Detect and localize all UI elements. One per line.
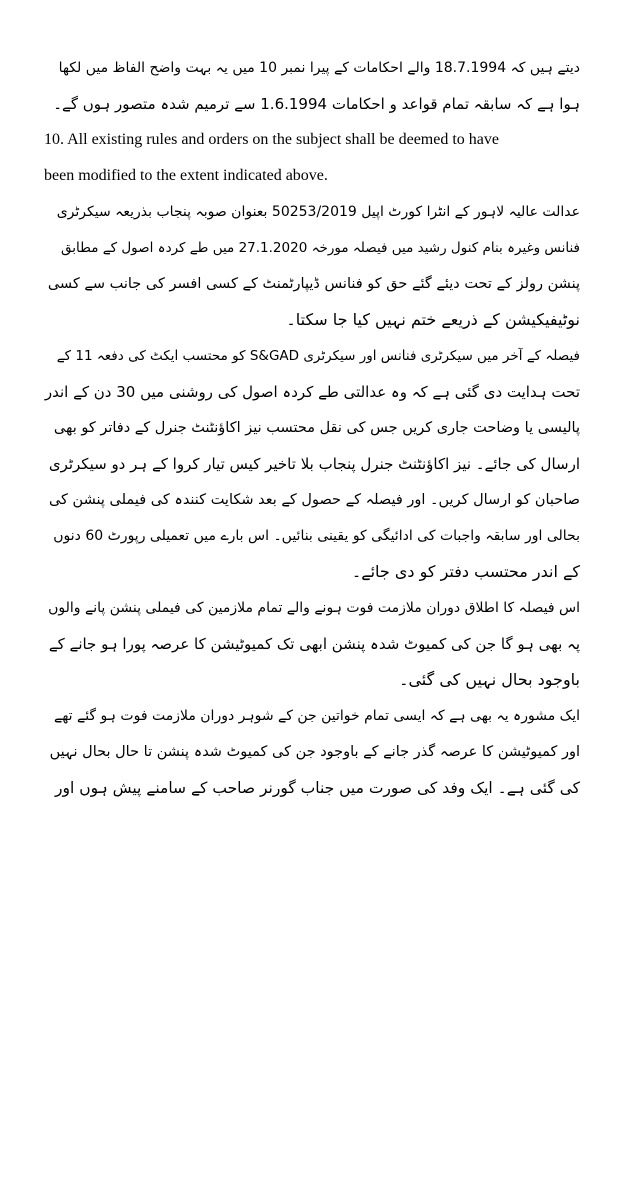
text-line: نوٹیفیکیشن کے ذریعے ختم نہیں کیا جا سکتا۔ [286, 310, 580, 329]
text-line: اس فیصلہ کا اطلاق دوران ملازمت فوت ہونے والے تمام ملازمین کی فیملی پنشن پانے والوں [48, 600, 580, 616]
paragraph-3 [44, 338, 580, 590]
text-line: تحت ہدایت دی گئی ہے کہ وہ عدالتی طے کردہ اصول کی روشنی میں 30 دن کے اندر [44, 383, 580, 401]
text-line: فیصلہ کے آخر میں سیکرٹری فنانس اور سیکرٹری S&GAD کو محتسب ایکٹ کی دفعہ 11 کے [56, 348, 580, 364]
text-line: عدالت عالیہ لاہور کے انٹرا کورٹ اپیل 50253/2019 بعنوان صوبہ پنجاب بذریعہ سیکرٹری [56, 204, 580, 220]
text-line: ہوا ہے کہ سابقہ تمام قواعد و احکامات 1.6.1994 سے ترمیم شدہ متصور ہوں گے۔ [53, 95, 580, 113]
text-line: صاحبان کو ارسال کریں۔ اور فیصلہ کے حصول کے بعد شکایت کنندہ کی فیملی پنشن کی [48, 492, 580, 508]
text-line: ارسال کی جائے۔ نیز اکاؤنٹنٹ جنرل پنجاب بلا تاخیر کیس تیار کروا کے ہر دو سیکرٹری [48, 455, 580, 473]
text-line: باوجود بحال نہیں کی گئی۔ [399, 670, 580, 689]
text-line: بحالی اور سابقہ واجبات کی ادائیگی کو یقینی بنائیں۔ اس بارے میں تعمیلی رپورٹ 60 دنوں [53, 528, 580, 544]
text-line: ایک مشورہ یہ بھی ہے کہ ایسی تمام خواتین جن کے شوہر دوران ملازمت فوت ہو گئے تھے [53, 708, 580, 724]
text-line: پہ بھی ہو گا جن کی کمیوٹ شدہ پنشن ابھی تک کمیوٹیشن کا عرصہ پورا ہو جانے کے [48, 635, 580, 653]
text-line: کی گئی ہے۔ ایک وفد کی صورت میں جناب گورنر صاحب کے سامنے پیش ہوں اور [54, 779, 580, 797]
text-line: دیتے ہیں کہ 18.7.1994 والے احکامات کے پیرا نمبر 10 میں یہ بہت واضح الفاظ میں لکھا [58, 60, 580, 76]
text-line: اور کمیوٹیشن کا عرصہ گذر جانے کے باوجود جن کی کمیوٹ شدہ پنشن تا حال بحال نہیں [49, 744, 580, 760]
text-line: been modified to the extent indicated above. [44, 167, 328, 184]
english-quote [44, 122, 580, 194]
text-line: کے اندر محتسب دفتر کو دی جائے۔ [351, 562, 580, 581]
paragraph-1 [44, 50, 580, 122]
paragraph-4 [44, 590, 580, 698]
text-line: فنانس وغیرہ بنام کنول رشید میں فیصلہ مورخہ 27.1.2020 میں طے کردہ اصول کے مطابق [61, 240, 580, 256]
paragraph-2 [44, 194, 580, 338]
text-line: پنشن رولز کے تحت دیئے گئے حق کو فنانس ڈیپارٹمنٹ کے کسی افسر کی جانب سے کسی [47, 276, 580, 292]
text-line: 10. All existing rules and orders on the subject shall be deemed to have [44, 131, 499, 148]
paragraph-5 [44, 698, 580, 806]
text-line: پالیسی یا وضاحت جاری کریں جس کی نقل محتسب نیز اکاؤنٹنٹ جنرل کے دفاتر کو بھی [53, 420, 580, 436]
